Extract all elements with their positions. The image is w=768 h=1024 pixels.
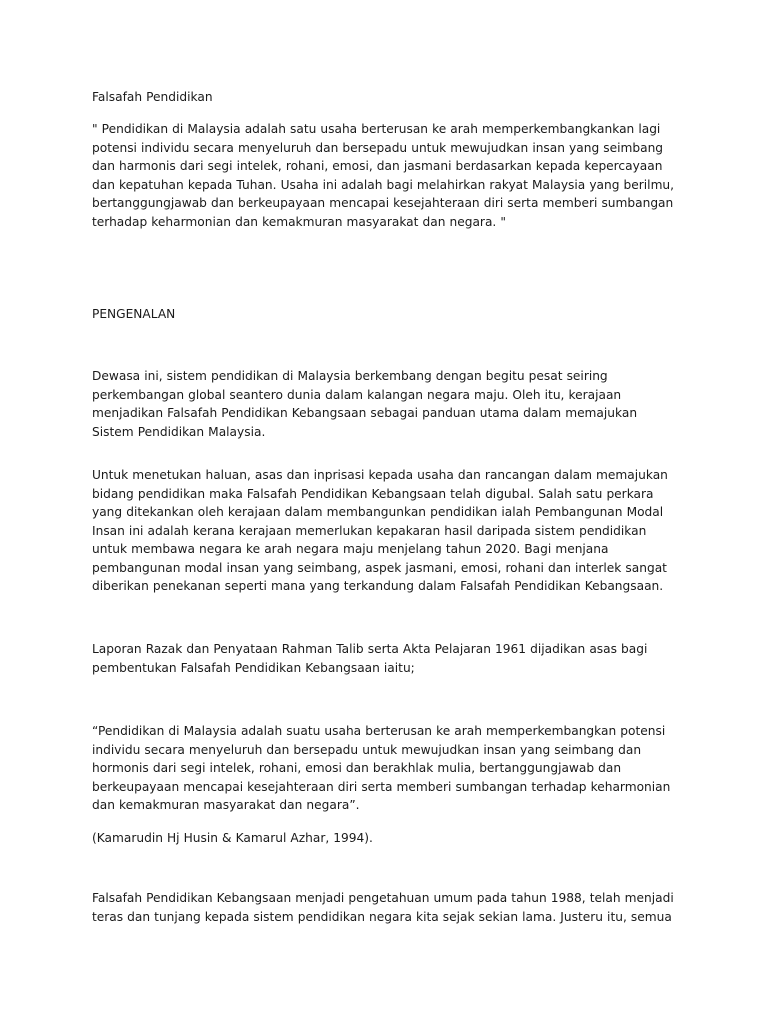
section-heading-pengenalan: PENGENALAN [92,307,176,321]
national-philosophy-quote: “Pendidikan di Malaysia adalah suatu usaha berterusan ke arah memperkembangkan potensi individu secara menyeluruh dan bersepadu untuk mewujudkan insan yang seimbang dan hormonis dari segi intelek, rohani, emosi dan berakhlak mulia, bertanggungjawab dan berkeupayaan mencapai kesejahteraan diri serta memberi sumbangan terhadap keharmonian dan kemakmuran masyarakat dan negara”. [92,724,671,812]
report-paragraph: Laporan Razak dan Penyataan Rahman Talib serta Akta Pelajaran 1961 dijadikan asas bagi pembentukan Falsafah Pendidikan Kebangsaan iaitu; [92,642,648,675]
citation: (Kamarudin Hj Husin & Kamarul Azhar, 1994). [92,831,373,845]
document-title: Falsafah Pendidikan [92,90,213,104]
philosophy-quote: " Pendidikan di Malaysia adalah satu usaha berterusan ke arah memperkembangkankan lagi potensi individu secara menyeluruh dan bersepadu untuk mewujudkan insan yang seimbang dan harmonis dari segi intelek, rohani, emosi, dan jasmani berdasarkan kepada kepercayaan dan kepatuhan kepada Tuhan. Usaha ini adalah bagi melahirkan rakyat Malaysia yang berilmu, bertanggungjawab dan berkeupayaan mencapai kesejahteraan diri serta memberi sumbangan terhadap keharmonian dan kemakmuran masyarakat dan negara. " [92,122,675,229]
intro-paragraph: Dewasa ini, sistem pendidikan di Malaysia berkembang dengan begitu pesat seiring perkembangan global seantero dunia dalam kalangan negara maju. Oleh itu, kerajaan menjadikan Falsafah Pendidikan Kebangsaan sebagai panduan utama dalam memajukan Sistem Pendidikan Malaysia. [92,369,638,439]
closing-paragraph: Falsafah Pendidikan Kebangsaan menjadi pengetahuan umum pada tahun 1988, telah menjadi teras dan tunjang kepada sistem pendidikan negara kita sejak sekian lama. Justeru itu, semua [92,891,674,924]
direction-paragraph: Untuk menetukan haluan, asas dan inprisasi kepada usaha dan rancangan dalam memajukan bidang pendidikan maka Falsafah Pendidikan Kebangsaan telah digubal. Salah satu perkara yang ditekankan oleh kerajaan dalam membangunkan pendidikan ialah Pembangunan Modal Insan ini adalah kerana kerajaan memerlukan kepakaran hasil daripada sistem pendidikan untuk membawa negara ke arah negara maju menjelang tahun 2020. Bagi menjana pembangunan modal insan yang seimbang, aspek jasmani, emosi, rohani dan interlek sangat diberikan penekanan seperti mana yang terkandung dalam Falsafah Pendidikan Kebangsaan. [92,468,668,593]
